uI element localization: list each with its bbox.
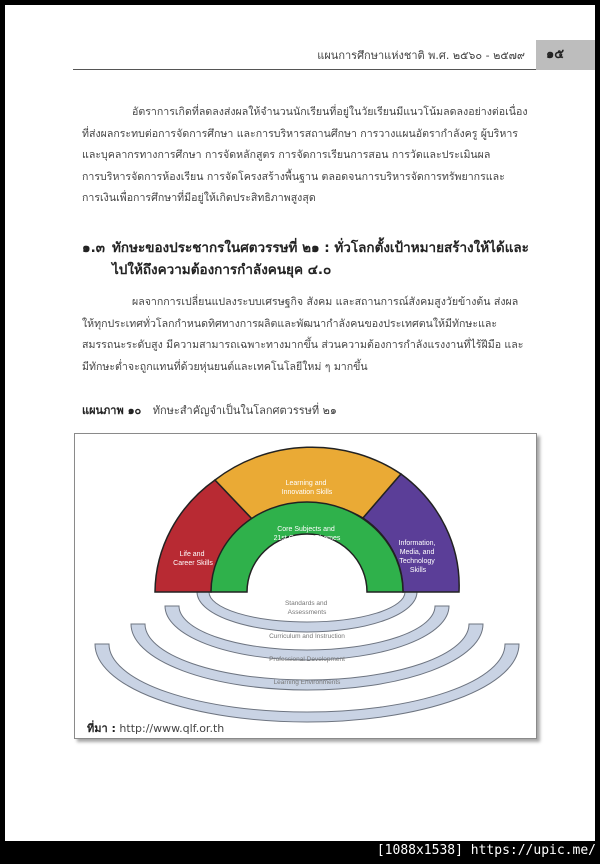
paragraph-line: สมรรถนะระดับสูง มีความสามารถเฉพาะทางมากขึ้น ส่วนความต้องการกำลังแรงงานที่ไร้ฝีมือ และ: [82, 339, 524, 351]
figure-caption-label: แผนภาพ ๑๐: [82, 404, 142, 417]
footer-watermark: [1088x1538] https://upic.me/: [376, 843, 596, 858]
paragraph-line: และบุคลากรทางการศึกษา การจัดหลักสูตร การจัดการเรียนการสอน การวัดและประเมินผล: [82, 149, 491, 161]
paragraph-line: การบริหารจัดการห้องเรียน การจัดโครงสร้างพื้นฐาน ตลอดจนการบริหารจัดการทรัพยากรและ: [82, 170, 505, 183]
learning-innovation-label: Learning and Innovation Skills: [281, 480, 333, 496]
running-header-title: แผนการศึกษาแห่งชาติ พ.ศ. ๒๕๖๐ - ๒๕๗๙: [317, 49, 525, 62]
section-title-line-2: ไปให้ถึงความต้องการกำลังคนยุค ๔.๐: [112, 262, 332, 278]
professional-development-label: Professional Development: [269, 656, 345, 663]
core-subjects-label: Core Subjects and 21st Century Themes: [273, 526, 341, 542]
source-url: http://www.qlf.or.th: [119, 722, 225, 735]
paragraph-line: ที่ส่งผลกระทบต่อการจัดการศึกษา และการบริหารสถานศึกษา การวางแผนอัตรากำลังครู ผู้บริหาร: [82, 127, 518, 140]
section-title-line-1: ทักษะของประชากรในศตวรรษที่ ๒๑ : ทั่วโลกตั้งเป้าหมายสร้างให้ได้และ: [112, 240, 529, 256]
paragraph-1: [82, 102, 540, 210]
paragraph-line: การเงินเพื่อการศึกษาที่มีอยู่ให้เกิดประสิทธิภาพสูงสุด: [82, 192, 316, 204]
figure-caption: [82, 401, 337, 419]
paragraph-line: มีทักษะต่ำจะถูกแทนที่ด้วยหุ่นยนต์และเทคโนโลยีใหม่ ๆ มากขึ้น: [82, 360, 368, 373]
curriculum-instruction-label: Curriculum and Instruction: [269, 633, 345, 640]
page-number-tab: ๑๕: [536, 40, 595, 70]
paragraph-line: ผลจากการเปลี่ยนแปลงระบบเศรษฐกิจ สังคม และสถานการณ์สังคมสูงวัยข้างต้น ส่งผล: [132, 296, 519, 308]
figure-frame: [74, 433, 537, 739]
source-label: ที่มา :: [87, 722, 116, 735]
paragraph-line: ให้ทุกประเทศทั่วโลกกำหนดทิศทางการผลิตและพัฒนากำลังคนของประเทศตนให้มีทักษะและ: [82, 317, 498, 330]
document-page: [5, 5, 595, 841]
figure-source: [87, 719, 224, 737]
header-rule: [73, 69, 538, 70]
section-number: ๑.๓: [82, 240, 105, 256]
21st-century-skills-diagram: [75, 434, 538, 740]
figure-caption-text: ทักษะสำคัญจำเป็นในโลกศตวรรษที่ ๒๑: [152, 404, 337, 417]
standards-assessments-label: Standards and Assessments: [284, 600, 328, 616]
life-career-label: Life and Career Skills: [173, 551, 213, 567]
paragraph-2: [82, 292, 540, 378]
information-media-technology-label: Information, Media, and Technology Skills: [398, 540, 436, 574]
learning-environments-label: Learning Environments: [273, 679, 341, 686]
paragraph-line: อัตราการเกิดที่ลดลงส่งผลให้จำนวนนักเรียนที่อยู่ในวัยเรียนมีแนวโน้มลดลงอย่างต่อเนื่อง: [132, 106, 528, 118]
